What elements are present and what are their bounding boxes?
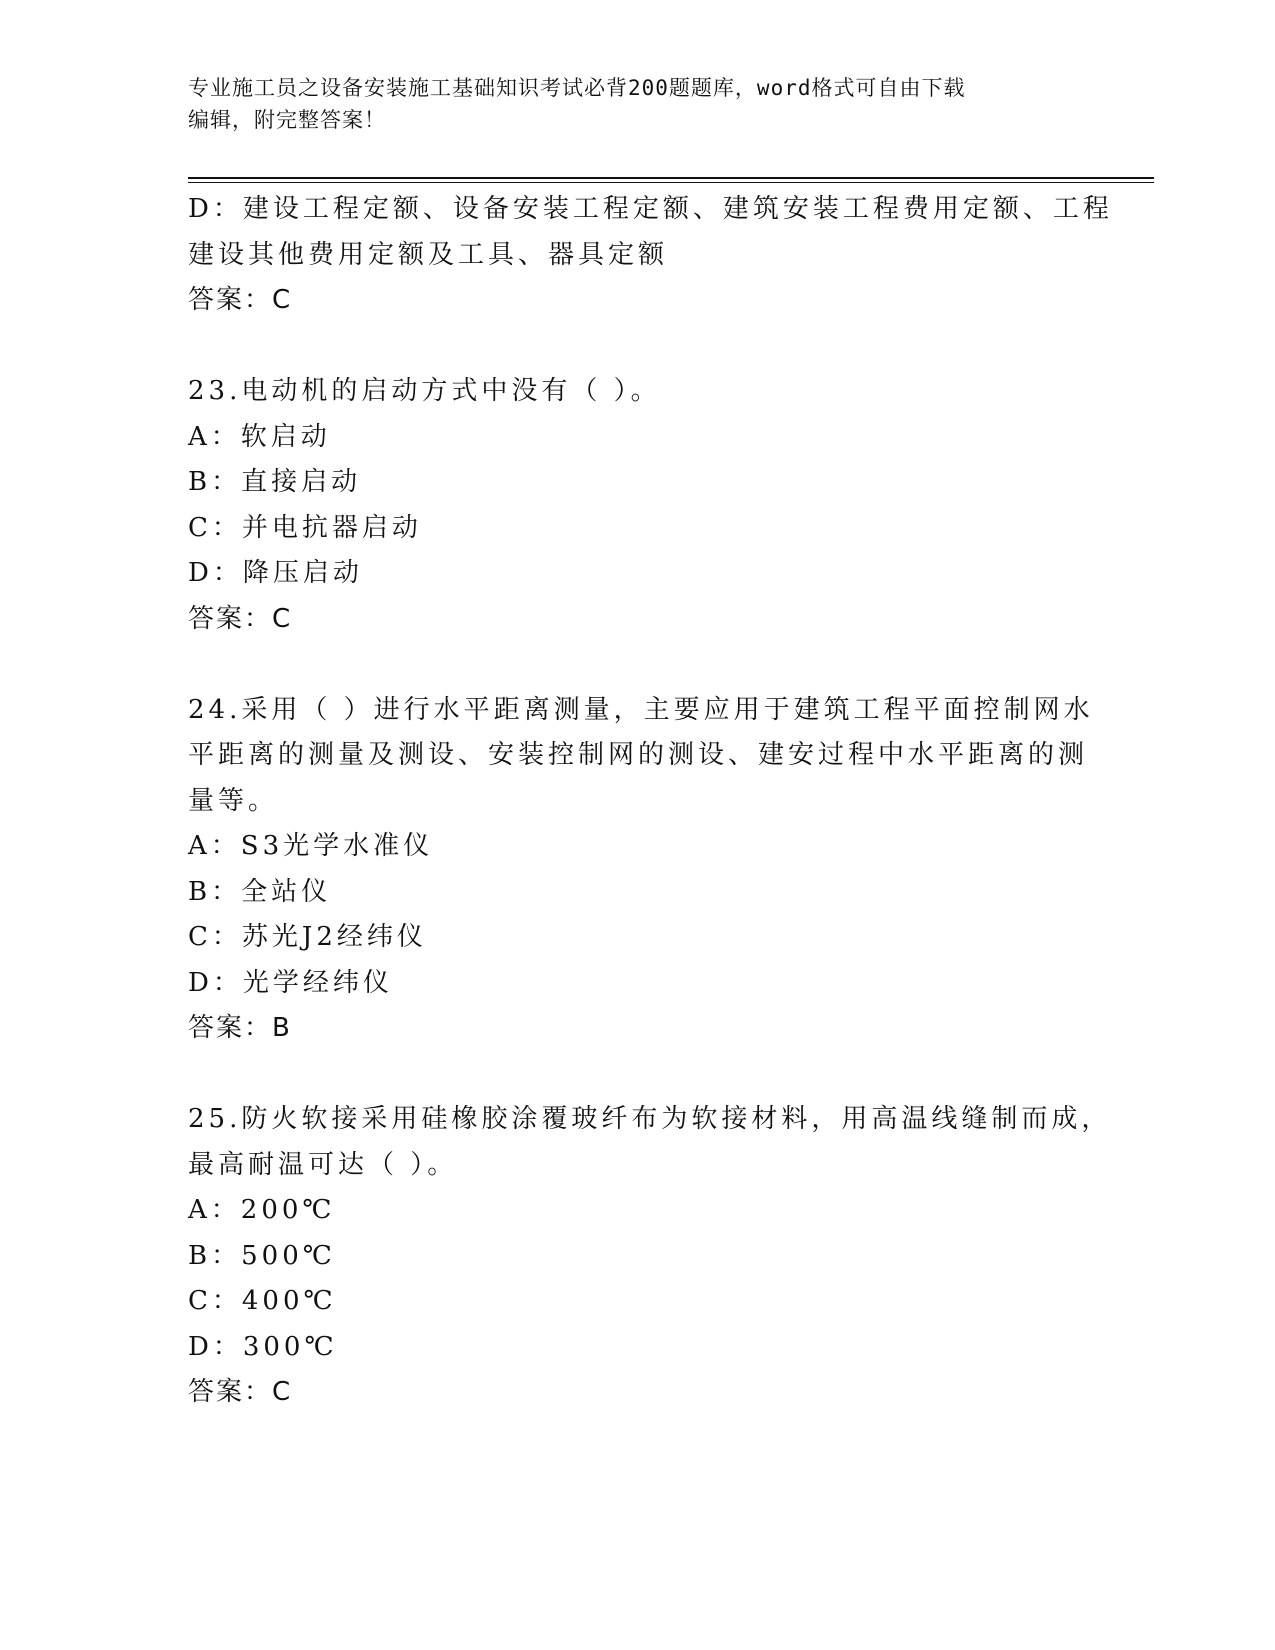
question-stem-line-3: 量等。 [188,785,279,816]
question-list [188,187,1113,1416]
question-24 [188,688,1094,1052]
document-header [188,72,1068,136]
option-c: C：并电抗器启动 [188,512,422,543]
option-d: D：300℃ [188,1331,338,1362]
answer-line: 答案：C [188,285,293,315]
header-divider-thin [188,182,1154,183]
option-a: A：200℃ [188,1195,336,1225]
option-b: B：全站仪 [188,876,332,907]
option-d: D：光学经纬仪 [188,967,393,998]
answer-line: 答案：C [188,1377,293,1407]
header-divider [188,177,1154,179]
option-d: D：降压启动 [188,558,363,588]
option-a: A：软启动 [188,421,331,452]
question-25 [188,1097,1112,1416]
question-stem-line-1: 24.采用（ ）进行水平距离测量，主要应用于建筑工程平面控制网水 [188,694,1094,725]
answer-line: 答案：C [188,603,293,634]
option-c: C：400℃ [188,1286,337,1316]
spacer [188,324,1088,370]
option-b: B：直接启动 [188,467,362,497]
header-line-1: 专业施工员之设备安装施工基础知识考试必背200题题库，word格式可自由下载 [188,76,966,100]
option-b: B：500℃ [188,1240,336,1271]
answer-line: 答案：B [188,1013,292,1043]
question-stem: 23.电动机的启动方式中没有（ ）。 [188,376,661,406]
spacer [188,642,1088,688]
question-23 [188,369,1088,642]
spacer [188,1052,1088,1098]
question-stem-line-2: 平距离的测量及测设、安装控制网的测设、建安过程中水平距离的测 [188,740,1089,770]
question-stem-line-1: 25.防火软接采用硅橡胶涂覆玻纤布为软接材料，用高温线缝制而成， [188,1104,1112,1134]
question-22-continued [188,187,1113,324]
option-a: A：S3光学水准仪 [188,831,434,861]
question-stem-line-2: 最高耐温可达（ ）。 [188,1149,458,1180]
option-d: D：建设工程定额、设备安装工程定额、建筑安装工程费用定额、工程 [188,194,1113,224]
option-d-continued: 建设其他费用定额及工具、器具定额 [188,239,669,270]
header-line-2: 编辑，附完整答案！ [188,108,386,132]
option-c: C：苏光J2经纬仪 [188,922,427,952]
